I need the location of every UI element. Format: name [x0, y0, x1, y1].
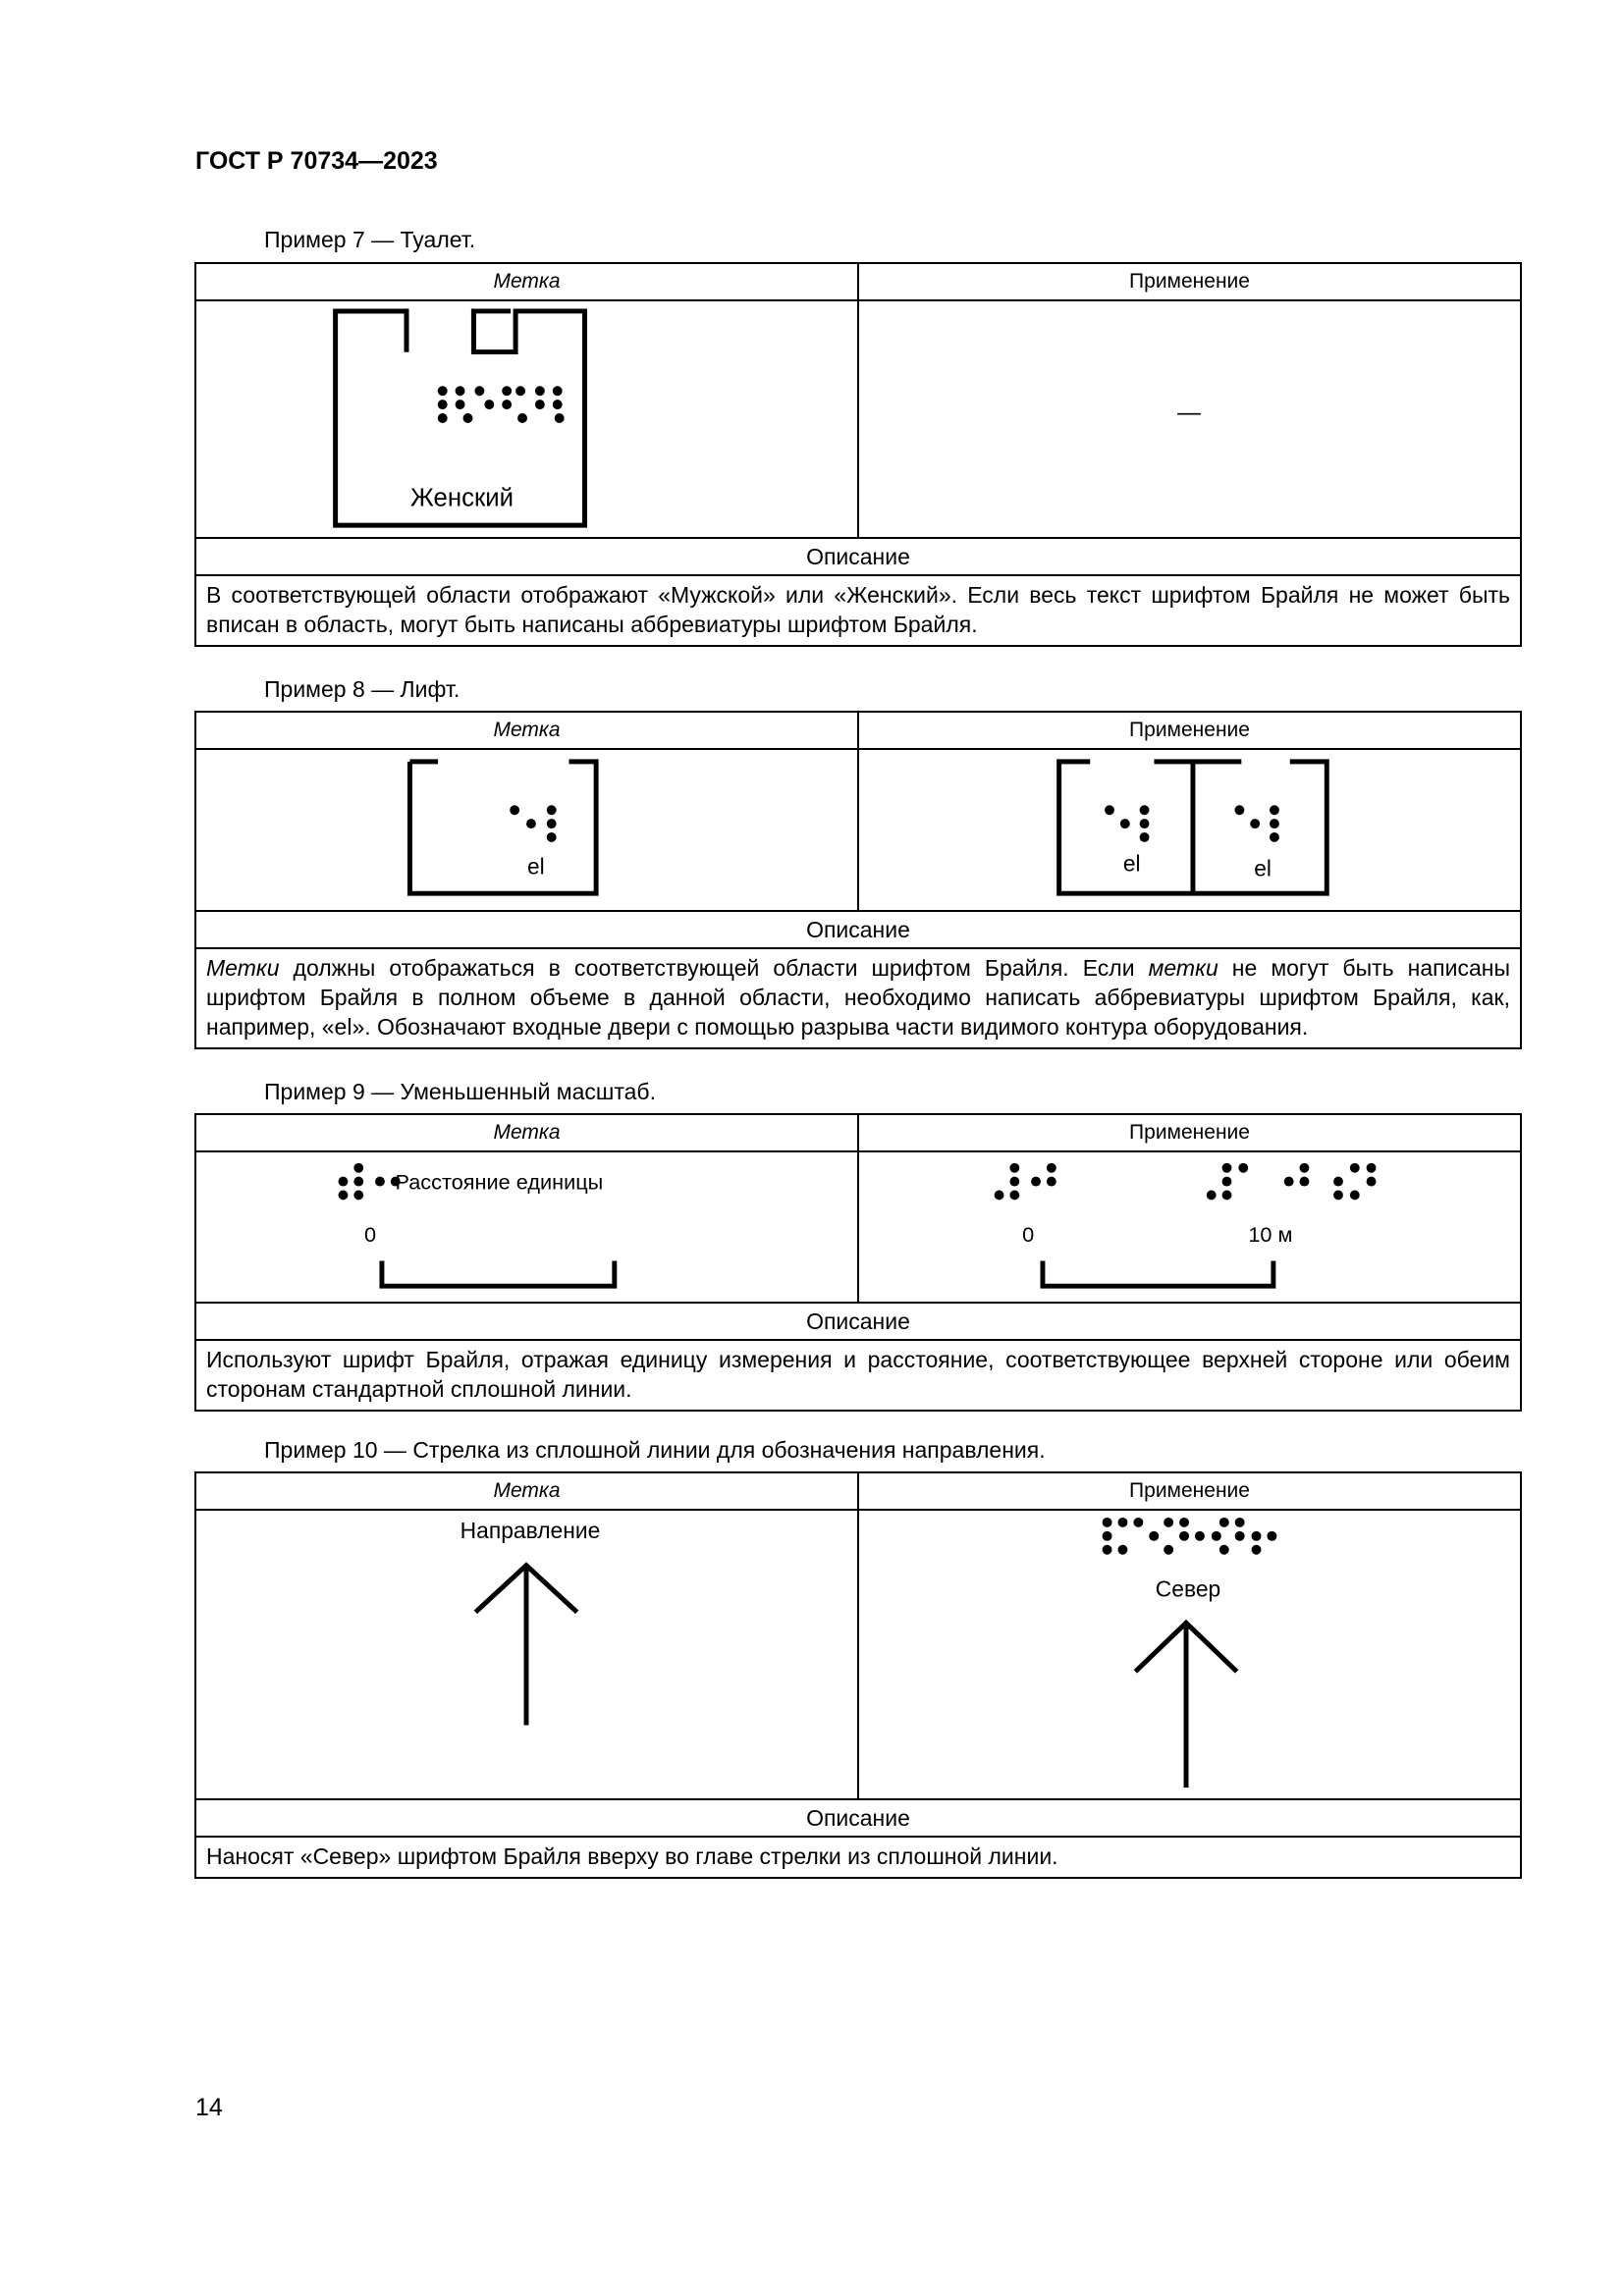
braille-dots-right	[1207, 1163, 1377, 1201]
document-code: ГОСТ Р 70734—2023	[195, 147, 438, 175]
example-8-table	[194, 711, 1522, 1049]
example-7-table	[194, 262, 1522, 647]
braille-dots	[1103, 1518, 1277, 1555]
application-figure-cell	[859, 750, 1520, 910]
toilet-sign-figure	[196, 301, 857, 537]
table-header-row	[196, 1473, 1520, 1511]
description-text: Наносят «Север» шрифтом Брайля вверху во главе стрелки из сплошной линии.	[206, 1843, 1058, 1869]
mark-label: Женский	[410, 484, 514, 512]
description-header: Описание	[196, 912, 1520, 949]
description-term2: метки	[1148, 955, 1218, 981]
braille-dots-right	[1234, 805, 1278, 842]
scale-mark-figure	[196, 1152, 857, 1302]
column-header-application: Применение	[1129, 1121, 1250, 1144]
mark-figure-cell	[196, 1152, 859, 1302]
figure-row	[196, 750, 1520, 912]
figure-row	[196, 1152, 1520, 1304]
table-header-row	[196, 1115, 1520, 1152]
application-label-left: el	[1122, 850, 1141, 877]
example-9-caption: Пример 9 — Уменьшенный масштаб.	[264, 1079, 656, 1104]
description-header: Описание	[196, 1800, 1520, 1838]
mark-label: el	[527, 853, 545, 880]
mark-figure-cell	[196, 301, 859, 537]
column-header-mark: Метка	[196, 713, 859, 748]
unit-distance-label: Расстояние единицы	[395, 1169, 604, 1195]
page-number: 14	[195, 2094, 223, 2121]
description-header: Описание	[196, 1304, 1520, 1341]
example-10-table	[194, 1471, 1522, 1879]
distance-label: 10 м	[1248, 1221, 1293, 1247]
description-part1: должны отображаться в соответствующей области шрифтом Брайля. Если	[279, 955, 1149, 981]
description-text: Используют шрифт Брайля, отражая единицу измерения и расстояние, соответствующее верхней стороне или обеим сторонам стандартной сплошной линии.	[206, 1347, 1510, 1402]
example-7-caption: Пример 7 — Туалет.	[264, 227, 476, 252]
table-header-row	[196, 264, 1520, 301]
north-arrow-figure	[859, 1511, 1520, 1798]
direction-label: Направление	[460, 1517, 601, 1543]
north-label: Север	[1155, 1575, 1221, 1602]
braille-dots-left	[995, 1163, 1056, 1201]
braille-dots	[438, 386, 565, 423]
dash-text: —	[1177, 399, 1201, 426]
description-term: Метки	[206, 955, 280, 981]
braille-dots	[339, 1163, 401, 1201]
figure-row	[196, 301, 1520, 539]
application-figure	[859, 301, 1520, 537]
mark-figure-cell	[196, 750, 859, 910]
mark-figure-cell	[196, 1511, 859, 1798]
figure-row	[196, 1511, 1520, 1800]
application-figure-cell	[859, 1511, 1520, 1798]
zero-label: 0	[364, 1221, 377, 1247]
double-elevator-figure	[859, 750, 1520, 910]
scale-application-figure	[859, 1152, 1520, 1302]
column-header-application: Применение	[1129, 719, 1250, 741]
column-header-application: Применение	[1129, 270, 1250, 293]
description-header: Описание	[196, 539, 1520, 576]
description-text: В соответствующей области отображают «Мужской» или «Женский». Если весь текст шрифтом Брайля не может быть вписан в область, могут быть написаны аббревиатуры шрифтом Брайля.	[206, 582, 1510, 637]
description-part2: не могут быть написаны шрифтом Брайля в полном объеме в данной области, необходимо написать аббревиатуры шрифтом Брайля, как, например, «el». Обозначают входные двери с помощью разрыва части видимого контура оборудования.	[206, 955, 1510, 1040]
example-8-caption: Пример 8 — Лифт.	[264, 676, 460, 702]
description-text	[196, 949, 1520, 1047]
column-header-mark: Метка	[196, 1115, 859, 1150]
column-header-mark: Метка	[196, 1473, 859, 1509]
application-label-right: el	[1254, 855, 1272, 881]
table-header-row	[196, 713, 1520, 750]
column-header-application: Применение	[1129, 1479, 1250, 1502]
application-figure-cell	[859, 301, 1520, 537]
direction-mark-figure	[196, 1511, 857, 1798]
example-10-caption: Пример 10 — Стрелка из сплошной линии для обозначения направления.	[264, 1437, 1046, 1463]
zero-label: 0	[1022, 1221, 1035, 1247]
braille-dots	[510, 805, 556, 842]
elevator-sign-figure	[196, 750, 857, 910]
braille-dots-left	[1105, 805, 1149, 842]
application-figure-cell	[859, 1152, 1520, 1302]
column-header-mark: Метка	[196, 264, 859, 299]
example-9-table	[194, 1113, 1522, 1412]
